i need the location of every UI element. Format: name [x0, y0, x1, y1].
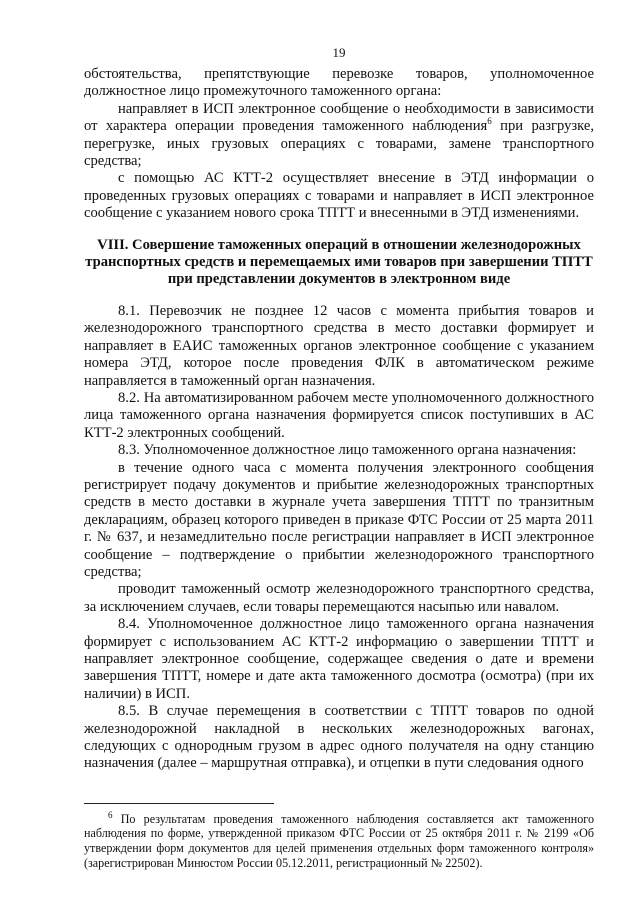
paragraph-akt2: с помощью АС КТТ-2 осуществляет внесение в ЭТД информации о проведенных грузовых операциях с товарами и направляет в ИСП электронное сообщение с указанием нового срока ТПТТ и внесенными в ЭТД изменениями.	[84, 170, 594, 222]
paragraph-send-message-text: направляет в ИСП электронное сообщение о необходимости в зависимости от характера операции проведения таможенного наблюдения	[84, 100, 594, 135]
page-number: 19	[332, 45, 346, 60]
footnote-marker: 6	[108, 809, 113, 820]
paragraph-8-3: 8.3. Уполномоченное должностное лицо таможенного органа назначения:	[118, 442, 577, 459]
paragraph-send-message-tail: при разгрузке, перегрузке, иных грузовых операциях с товарами, замене транспортного средства;	[84, 118, 595, 170]
paragraph-send-message	[84, 101, 594, 171]
footnote-text: По результатам проведения таможенного наблюдения составляется акт таможенного наблюдения по форме, утвержденной приказом ФТС России от 25 октября 2011 г. № 2199 «Об утверждении форм документов для целей применения отдельных форм таможенного контроля» (зарегистрирован Минюстом России 05.12.2011, регистрационный № 22502).	[84, 811, 594, 870]
paragraph-8-1: 8.1. Перевозчик не позднее 12 часов с момента прибытия товаров и железнодорожного транспортного средства в место доставки формирует и направляет в ЕАИС таможенных органов электронное сообщение с указанием номера ЭТД, которое после проведения ФЛК в автоматическом режиме направляется в таможенный орган назначения.	[84, 302, 594, 389]
paragraph-8-3-inspect: проводит таможенный осмотр железнодорожного транспортного средства, за исключением случаев, если товары перемещаются насыпью или навалом.	[84, 581, 594, 615]
paragraph-continuation: обстоятельства, препятствующие перевозке товаров, уполномоченное должностное лицо промежуточного таможенного органа:	[84, 66, 594, 100]
paragraph-8-4: 8.4. Уполномоченное должностное лицо таможенного органа назначения формирует с использованием АС КТТ-2 информацию о завершении ТПТТ и направляет электронное сообщение, содержащее сведения о дате и времени завершения ТПТТ, номере и дате акта таможенного досмотра (осмотра) (при их наличии) в ИСП.	[84, 616, 594, 702]
section-heading: VIII. Совершение таможенных операций в отношении железнодорожных транспортных средств и перемещаемых ими товаров при завершении ТПТТ при представлении документов в электронном виде	[85, 236, 593, 288]
footnote-ref: 6	[487, 116, 492, 127]
footnote-divider	[84, 803, 274, 804]
paragraph-8-5: 8.5. В случае перемещения в соответствии с ТПТТ товаров по одной железнодорожной накладной в нескольких железнодорожных вагонах, следующих с однородным грузом в адрес одного получателя на одну станцию назначения (далее – маршрутная отправка), и отцепки в пути следования одного	[84, 703, 594, 772]
footnote	[84, 809, 594, 870]
paragraph-8-2: 8.2. На автоматизированном рабочем месте уполномоченного должностного лица таможенного органа назначения формируется список поступивших в АС КТТ-2 электронных сообщений.	[84, 389, 594, 441]
paragraph-8-3-register: в течение одного часа с момента получения электронного сообщения регистрирует подачу документов и прибытие железнодорожных транспортных средств в место доставки в журнале учета завершения ТПТТ по транзитным декларациям, образец которого приведен в приказе ФТС России от 25 марта 2011 г. № 637, и незамедлительно после регистрации направляет в ИСП электронное сообщение – подтверждение о прибытии железнодорожного транспортного средства;	[84, 459, 594, 580]
